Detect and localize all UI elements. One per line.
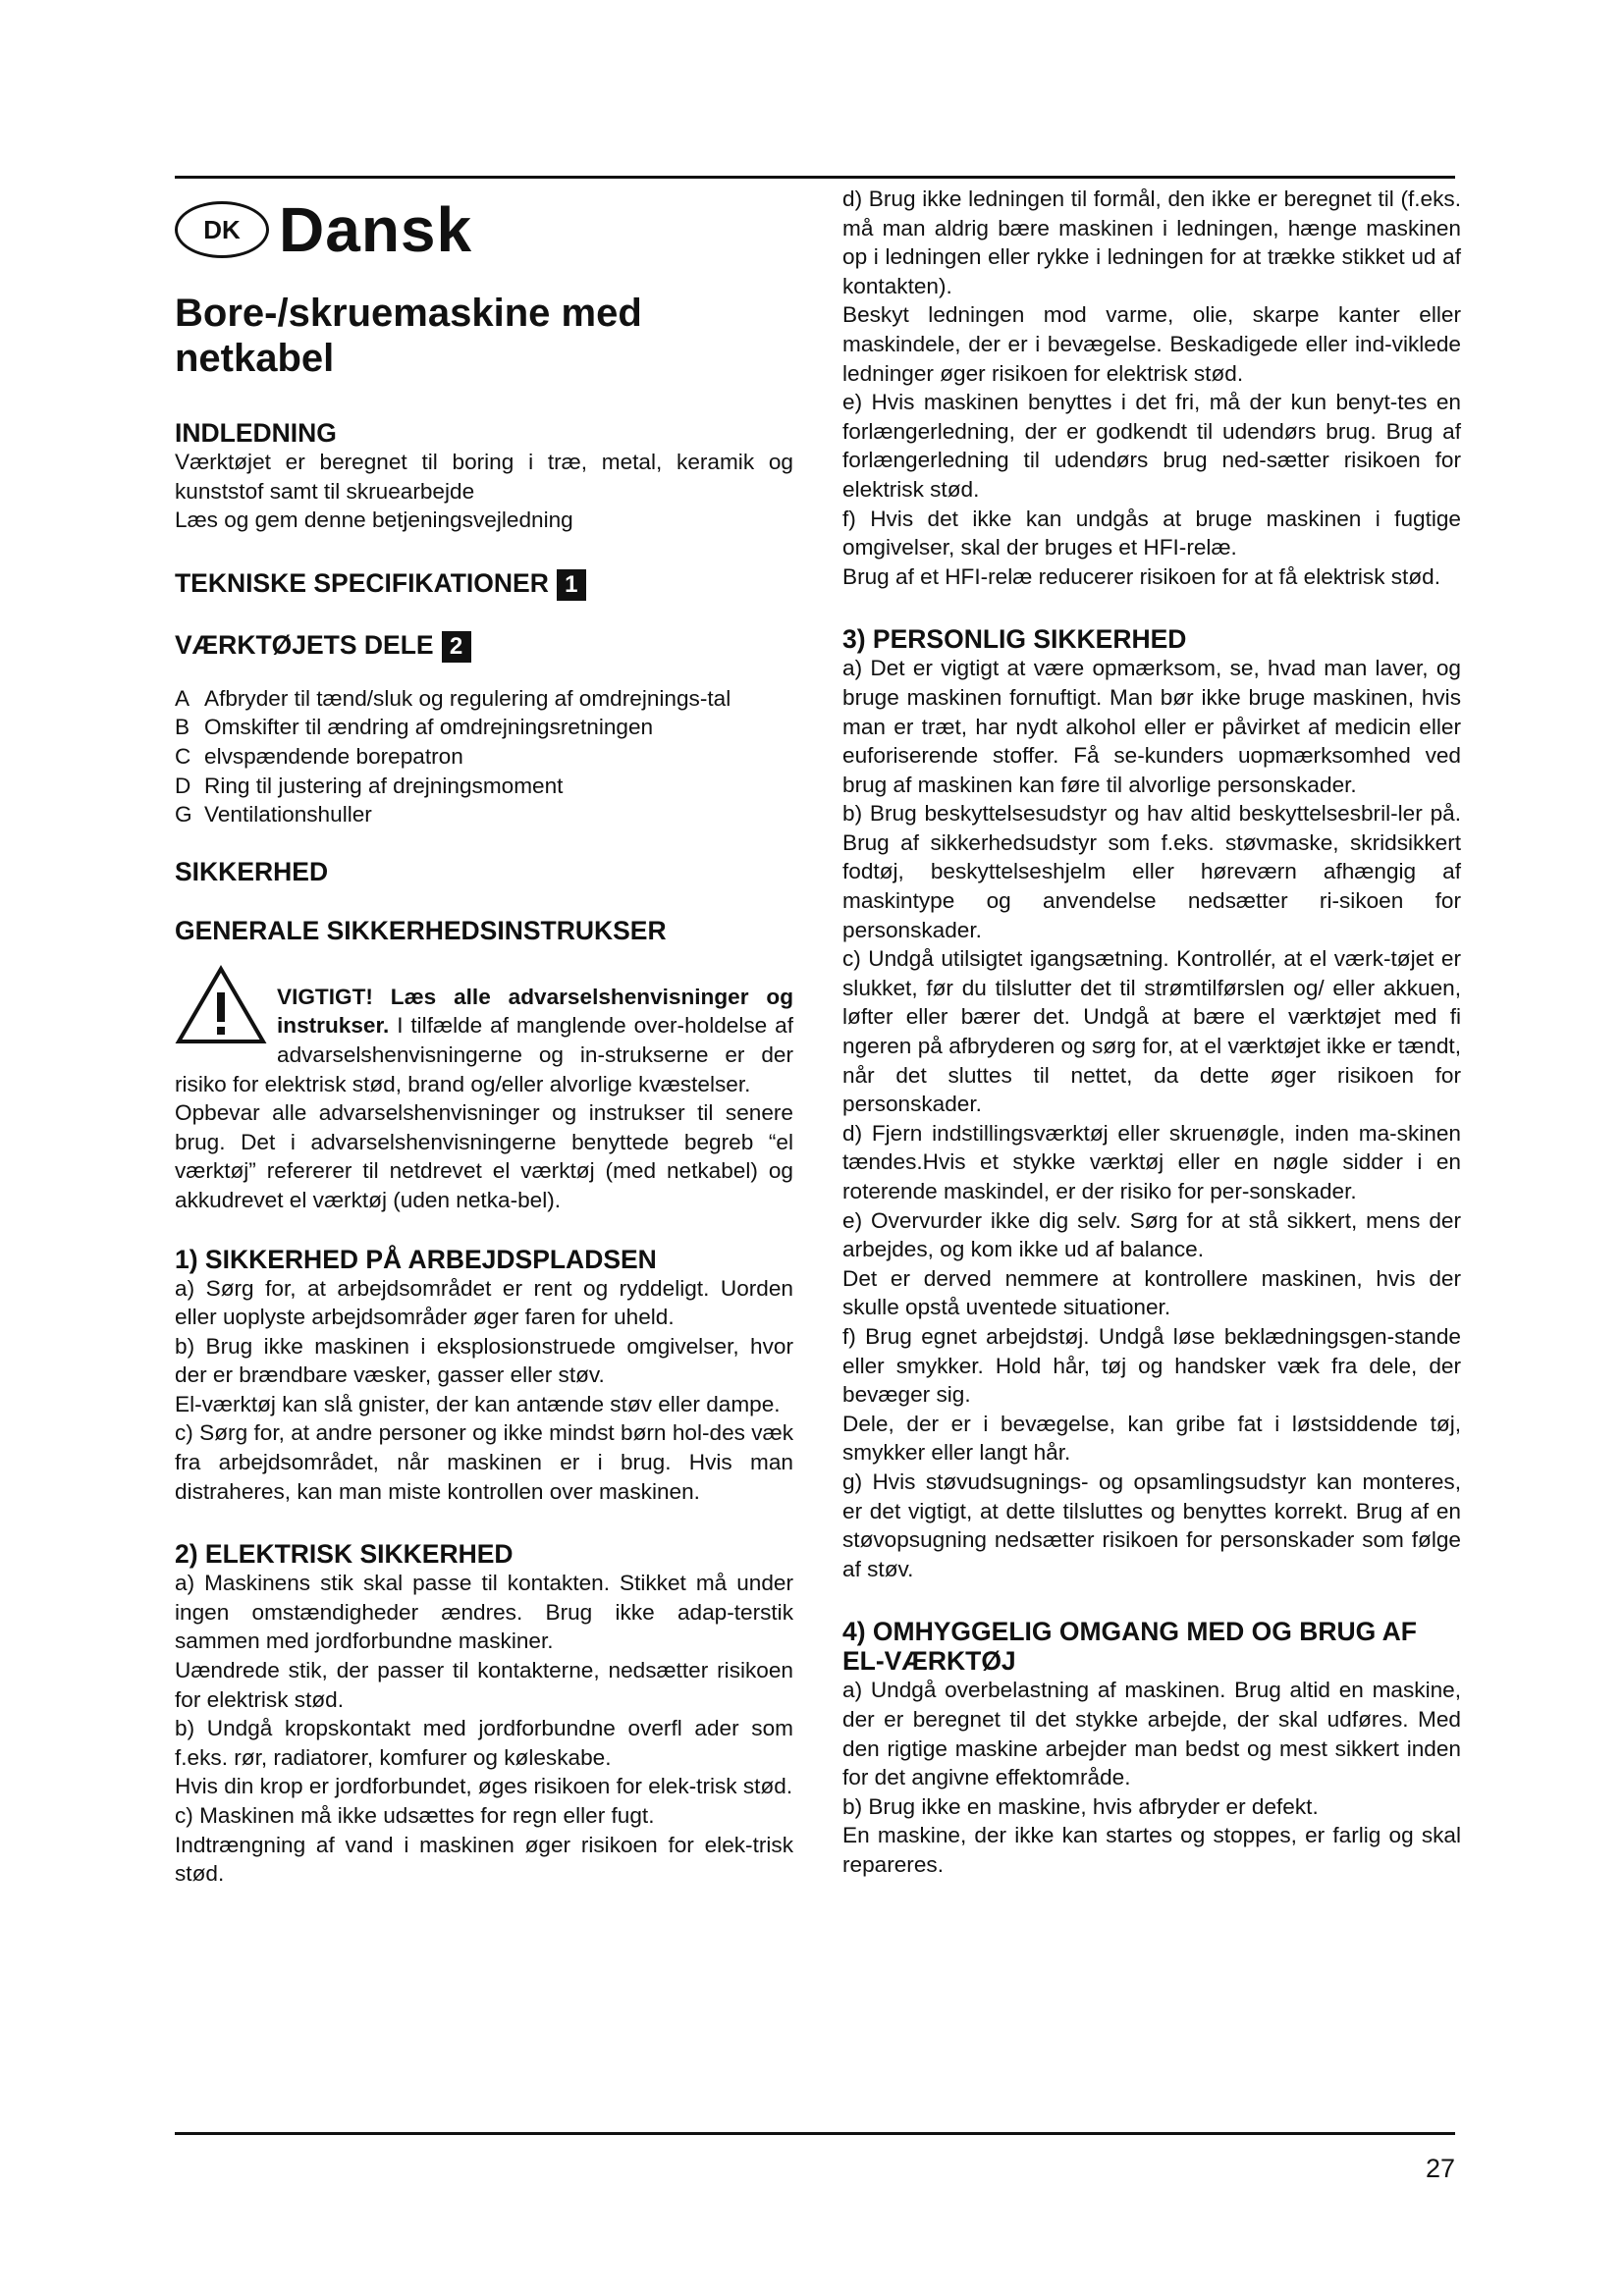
paragraph: b) Brug ikke en maskine, hvis afbryder er defekt. xyxy=(842,1793,1319,1819)
warning-bold-text: VIGTIGT! Læs alle advarselshenvisninger og instrukser. xyxy=(277,984,793,1039)
top-rule xyxy=(175,176,1455,179)
warning-paragraph xyxy=(175,957,793,1098)
part-text: Afbryder til tænd/sluk og regulering af omdrejnings-tal xyxy=(204,685,731,711)
keep-instructions-paragraph: Opbevar alle advarselshenvisninger og instrukser til senere brug. Det i advarselshenvisningerne benyttede begreb “el værktøj” refererer til netdrevet el værktøj (med netkabel) og akkudrevet el værktøj (uden netka-bel). xyxy=(175,1100,793,1212)
specs-heading xyxy=(175,568,793,601)
paragraph: Det er derved nemmere at kontrollere maskinen, hvis der skulle opstå uventede situationer. xyxy=(842,1265,1461,1320)
paragraph: El-værktøj kan slå gnister, der kan antænde støv eller dampe. xyxy=(175,1391,781,1416)
bottom-rule xyxy=(175,2132,1455,2135)
list-item xyxy=(175,800,793,829)
section-2-text xyxy=(175,1569,793,1889)
language-header xyxy=(175,192,793,267)
language-name: Dansk xyxy=(279,194,473,265)
figure-number-badge: 1 xyxy=(557,569,586,601)
intro-text xyxy=(175,448,793,535)
part-key: A xyxy=(175,685,190,711)
list-item xyxy=(175,742,793,772)
language-code-badge: DK xyxy=(175,201,269,258)
paragraph: b) Brug beskyttelsesudstyr og hav altid beskyttelsesbril-ler på. Brug af sikkerhedsudstyr som f.eks. støvmaske, skridsikkert fodtøj, beskyttelseshjelm eller høreværn afhængig af maskintype og anvendelse nedsætter ri-sikoen for personskader. xyxy=(842,801,1461,942)
figure-number-badge: 2 xyxy=(442,631,471,663)
paragraph: f) Hvis det ikke kan undgås at bruge maskinen i fugtige omgivelser, skal der bruges et HFI-relæ. xyxy=(842,506,1461,561)
intro-paragraph: Værktøjet er beregnet til boring i træ, metal, keramik og kunststof samt til skruearbejde xyxy=(175,450,793,504)
paragraph: Uændrede stik, der passer til kontakterne, nedsætter risikoen for elektrisk stød. xyxy=(175,1658,793,1712)
paragraph: e) Hvis maskinen benyttes i det fri, må der kun benyt-tes en forlængerledning, der er godkendt til udendørs brug. Brug af forlængerledning til udendørs brug ned-sætter risikoen for elektrisk stød. xyxy=(842,390,1461,502)
part-text: elvspændende borepatron xyxy=(204,743,463,769)
paragraph: Brug af et HFI-relæ reducerer risikoen for at få elektrisk stød. xyxy=(842,563,1440,589)
part-key: C xyxy=(175,743,191,769)
list-item xyxy=(175,713,793,742)
section-1-heading: 1) SIKKERHED PÅ ARBEJDSPLADSEN xyxy=(175,1244,657,1274)
document-title: Bore-/skruemaskine med netkabel xyxy=(175,292,642,380)
part-text: Omskifter til ændring af omdrejningsretningen xyxy=(204,715,654,740)
warning-block xyxy=(175,957,793,1215)
paragraph: a) Det er vigtigt at være opmærksom, se, hvad man laver, og bruge maskinen fornuftigt. Man bør ikke bruge maskinen, hvis man er træt, har nydt alkohol eller er påvirket af medicin eller euforiserende stoffer. Få se-kunders uopmærksomhed ved brug af maskinen kan føre til alvorlige personskader. xyxy=(842,656,1461,797)
right-column xyxy=(842,185,1461,1879)
general-safety-heading: GENERALE SIKKERHEDSINSTRUKSER xyxy=(175,915,667,945)
list-item xyxy=(175,684,793,714)
section-2-heading: 2) ELEKTRISK SIKKERHED xyxy=(175,1539,514,1570)
section-4-text xyxy=(842,1676,1461,1879)
part-text: Ventilationshuller xyxy=(204,802,372,828)
section-2-continued-text xyxy=(842,185,1461,591)
specs-heading-label: TEKNISKE SPECIFIKATIONER xyxy=(175,567,549,598)
paragraph: c) Sørg for, at andre personer og ikke mindst børn hol-des væk fra arbejdsområdet, når maskinen er i brug. Hvis man distraheres, kan man miste kontrollen over maskinen. xyxy=(175,1420,793,1504)
paragraph: d) Brug ikke ledningen til formål, den ikke er beregnet til (f.eks. må man aldrig bære maskinen i ledningen, hænge maskinen op i ledningen eller rykke i ledningen for at trække stikket ud af kontakten). xyxy=(842,187,1461,298)
section-4-heading: 4) OMHYGGELIG OMGANG MED OG BRUG AF EL-VÆRKTØJ xyxy=(842,1617,1417,1677)
paragraph: b) Brug ikke maskinen i eksplosionstruede omgivelser, hvor der er brændbare væsker, gasser eller støv. xyxy=(175,1333,793,1388)
list-item xyxy=(175,772,793,801)
paragraph: a) Maskinens stik skal passe til kontakten. Stikket må under ingen omstændigheder ændres. Brug ikke adap-terstik sammen med jordforbundne maskiner. xyxy=(175,1571,793,1654)
intro-heading: INDLEDNING xyxy=(175,418,337,448)
parts-heading-label: VÆRKTØJETS DELE xyxy=(175,629,434,660)
intro-paragraph: Læs og gem denne betjeningsvejledning xyxy=(175,507,573,533)
page-number: 27 xyxy=(1425,2154,1455,2183)
paragraph: Dele, der er i bevægelse, kan gribe fat i løstsiddende tøj, smykker eller langt hår. xyxy=(842,1411,1461,1466)
paragraph: Beskyt ledningen mod varme, olie, skarpe kanter eller maskindele, der er i bevægelse. Beskadigede eller ind-viklede ledninger øger risikoen for elektrisk stød. xyxy=(842,302,1461,386)
paragraph: g) Hvis støvudsugnings- og opsamlingsudstyr kan monteres, er det vigtigt, at dette tilsluttes og benyttes korrekt. Brug af en støvopsugning nedsætter risikoen for personskader som følge af støv. xyxy=(842,1468,1461,1581)
paragraph: Hvis din krop er jordforbundet, øges risikoen for elek-trisk stød. xyxy=(175,1774,793,1799)
paragraph: f) Brug egnet arbejdstøj. Undgå løse beklædningsgen-stande eller smykker. Hold hår, tøj og handsker væk fra dele, der bevæger sig. xyxy=(842,1323,1461,1408)
safety-heading: SIKKERHED xyxy=(175,856,329,886)
part-key: B xyxy=(175,715,190,740)
paragraph: d) Fjern indstillingsværktøj eller skruenøgle, inden ma-skinen tændes.Hvis et stykke værktøj eller en nøgle sidder i en roterende maskindel, er der risiko for per-sonskader. xyxy=(842,1120,1461,1203)
paragraph: Indtrængning af vand i maskinen øger risikoen for elek-trisk stød. xyxy=(175,1832,793,1887)
part-text: Ring til justering af drejningsmoment xyxy=(204,773,564,798)
parts-heading xyxy=(175,630,793,663)
left-column xyxy=(175,185,793,1889)
part-key: G xyxy=(175,802,192,828)
paragraph: a) Sørg for, at arbejdsområdet er rent og ryddeligt. Uorden eller uoplyste arbejdsområder øger faren for uheld. xyxy=(175,1275,793,1330)
warning-triangle-icon xyxy=(175,965,267,1045)
section-3-text xyxy=(842,654,1461,1583)
warning-text: I tilfælde af manglende over-holdelse af advarselshenvisningerne og in-strukserne er der risiko for elektrisk stød, brand og/eller alvorlige kvæstelser. xyxy=(175,1013,793,1096)
section-1-text xyxy=(175,1274,793,1507)
paragraph: b) Undgå kropskontakt med jordforbundne overfl ader som f.eks. rør, radiatorer, komfurer og køleskabe. xyxy=(175,1716,793,1770)
section-3-heading: 3) PERSONLIG SIKKERHED xyxy=(842,624,1187,655)
paragraph: c) Maskinen må ikke udsættes for regn eller fugt. xyxy=(175,1803,655,1828)
paragraph: En maskine, der ikke kan startes og stoppes, er farlig og skal repareres. xyxy=(842,1823,1461,1877)
parts-list xyxy=(175,684,793,829)
paragraph: e) Overvurder ikke dig selv. Sørg for at stå sikkert, mens der arbejdes, og kom ikke ud af balance. xyxy=(842,1207,1461,1262)
part-key: D xyxy=(175,773,191,798)
paragraph: c) Undgå utilsigtet igangsætning. Kontrollér, at el værk-tøjet er slukket, før du tilslutter det til strømtilførslen og/ eller akkuen, løfter eller bærer det. Undgå at bære el værktøjet med fi ngeren på afbryderen og sørg for, at el værktøjet ikke er tændt, når det sluttes til nettet, da dette øger risikoen for personskader. xyxy=(842,946,1461,1117)
paragraph: a) Undgå overbelastning af maskinen. Brug altid en maskine, der er beregnet til det stykke arbejde, der skal udføres. Med den rigtige maskine arbejder man bedst og mest sikkert inden for det angivne effektområde. xyxy=(842,1678,1461,1790)
